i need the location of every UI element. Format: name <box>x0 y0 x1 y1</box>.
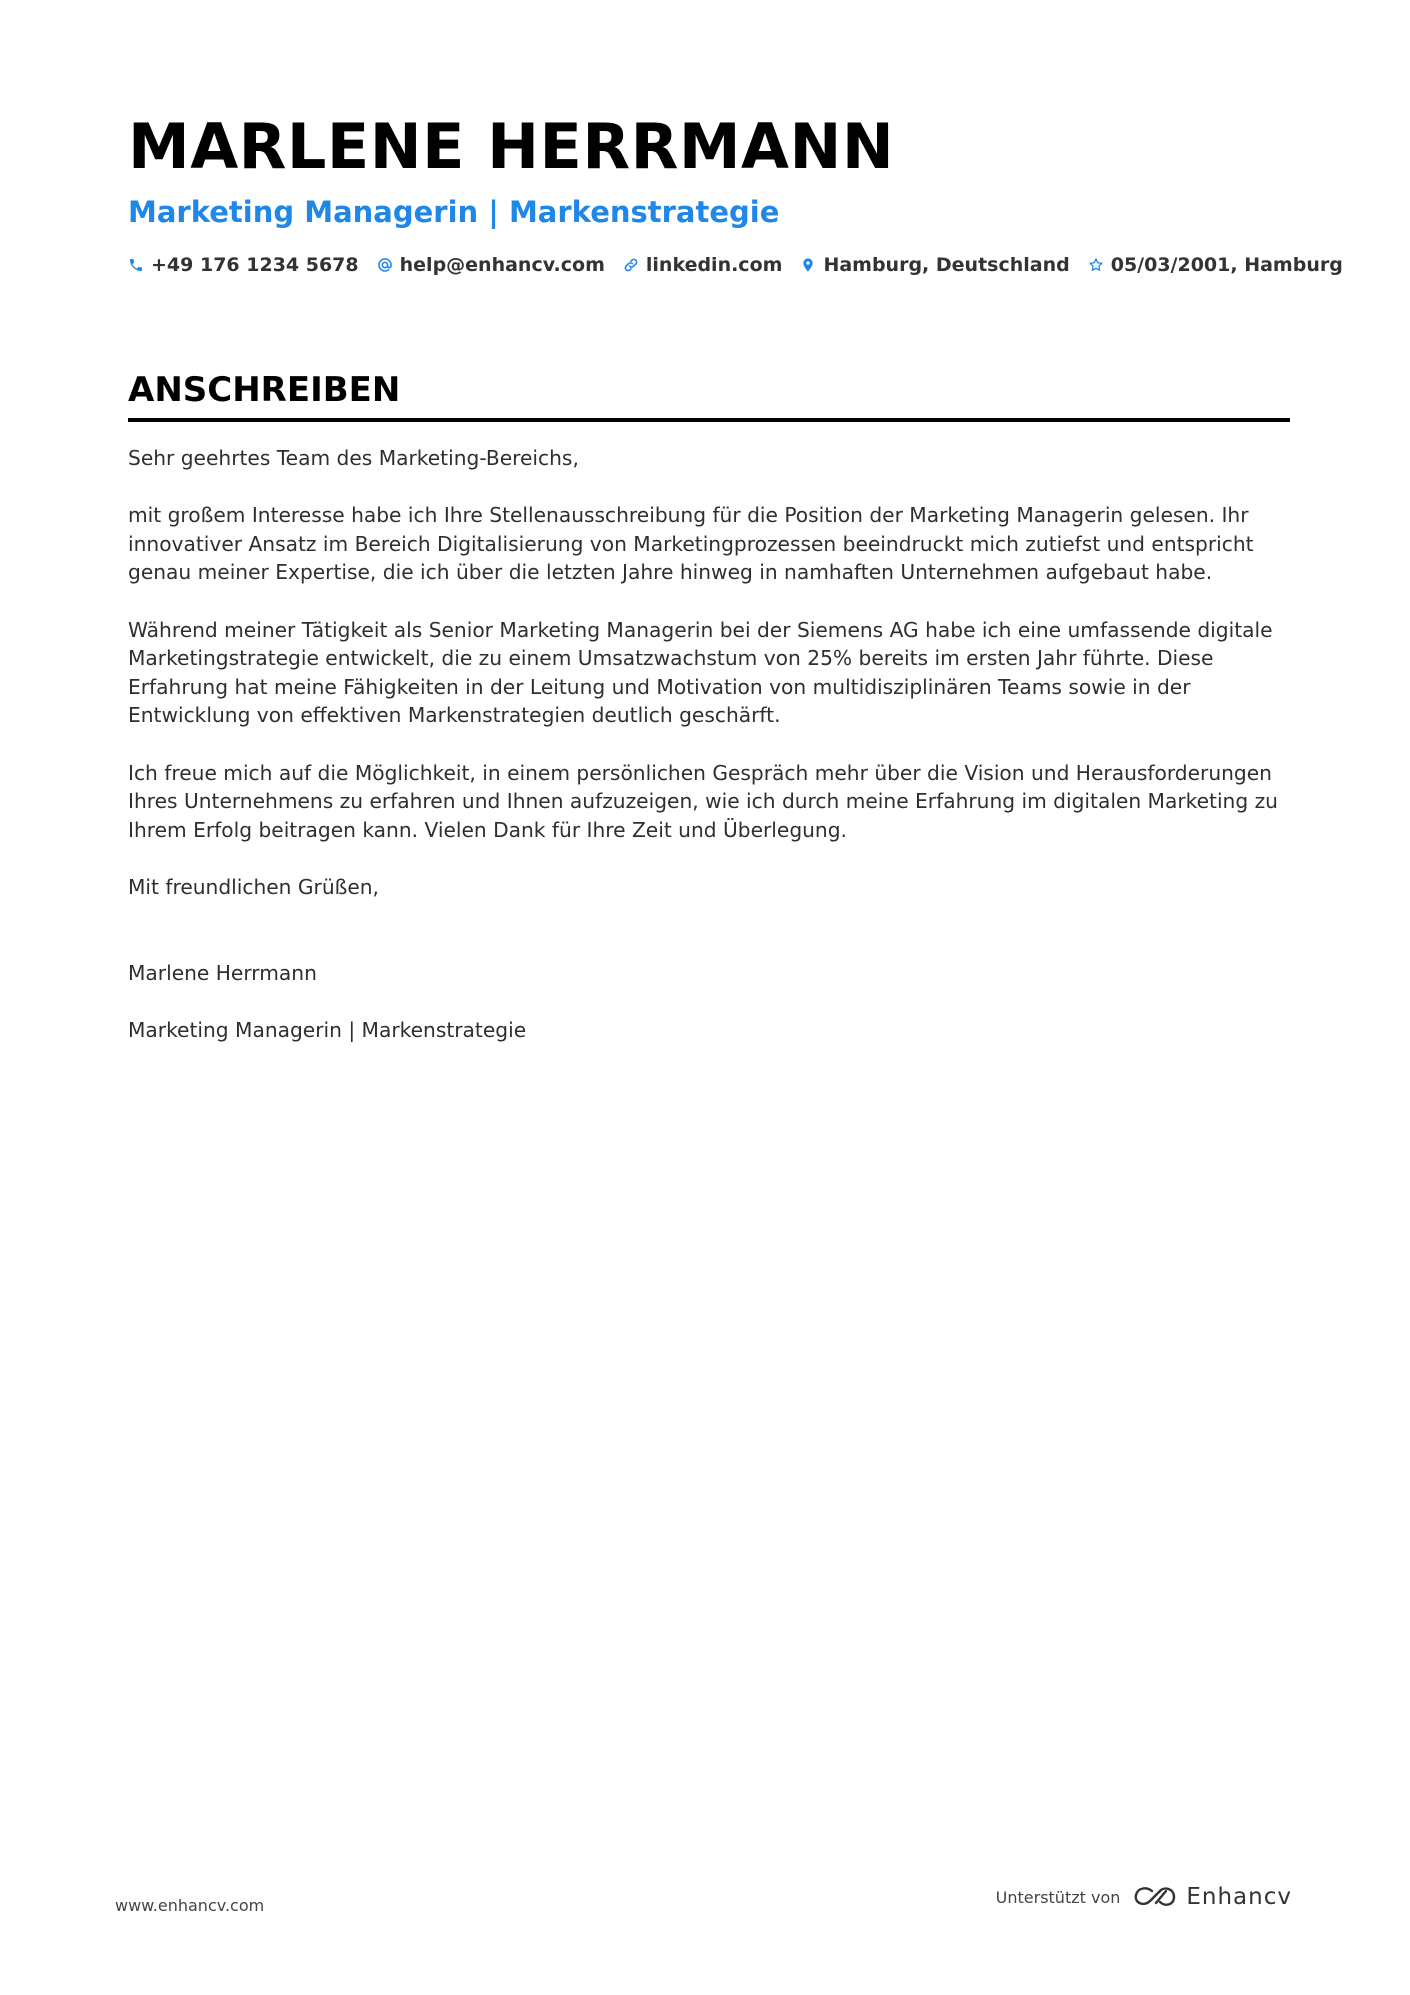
contact-phone <box>128 254 359 276</box>
salutation: Sehr geehrtes Team des Marketing-Bereichs, <box>128 446 579 470</box>
star-icon <box>1088 257 1104 273</box>
contact-email[interactable] <box>377 254 605 276</box>
letter-body <box>128 444 1290 1044</box>
section-title: ANSCHREIBEN <box>128 370 401 410</box>
footer-branding <box>996 1884 1292 1910</box>
footer-website[interactable]: www.enhancv.com <box>115 1896 265 1915</box>
location-text: Hamburg, Deutschland <box>823 254 1070 276</box>
email-text: help@enhancv.com <box>399 254 605 276</box>
at-icon <box>377 257 393 273</box>
link-icon <box>623 257 639 273</box>
contact-location <box>800 254 1069 276</box>
signature-name: Marlene Herrmann <box>128 960 317 985</box>
header <box>128 108 1343 276</box>
contact-birth <box>1088 254 1343 276</box>
paragraph-3: Ich freue mich auf die Möglichkeit, in einem persönlichen Gespräch mehr über die Vision und Herausforderungen Ihres Unternehmens zu erfahren und Ihnen aufzuzeigen, wie ich durch meine Erfahrung im digitalen Marketing zu Ihrem Erfolg beitragen kann. Vielen Dank für Ihre Zeit und Überlegung. <box>128 760 1278 842</box>
section-divider <box>128 418 1290 422</box>
paragraph-1: mit großem Interesse habe ich Ihre Stellenausschreibung für die Position der Marketing Managerin gelesen. Ihr innovativer Ansatz im Bereich Digitalisierung von Marketingprozessen beeindruckt mich zutiefst und entspricht genau meiner Expertise, die ich über die letzten Jahre hinweg in namhaften Unternehmen aufgebaut habe. <box>128 503 1254 585</box>
phone-text: +49 176 1234 5678 <box>151 254 359 276</box>
linkedin-text: linkedin.com <box>645 254 783 276</box>
contact-bar <box>128 254 1343 276</box>
enhancv-logo-icon <box>1132 1884 1178 1910</box>
signature-title: Marketing Managerin | Markenstrategie <box>128 1017 527 1042</box>
enhancv-logo[interactable] <box>1132 1884 1292 1910</box>
cover-letter-section <box>128 368 1290 1073</box>
candidate-subtitle: Marketing Managerin | Markenstrategie <box>128 195 780 229</box>
enhancv-wordmark: Enhancv <box>1186 1884 1292 1910</box>
contact-linkedin[interactable] <box>623 254 783 276</box>
paragraph-2: Während meiner Tätigkeit als Senior Marketing Managerin bei der Siemens AG habe ich eine umfassende digitale Marketingstrategie entwickelt, die zu einem Umsatzwachstum von 25% bereits im ersten Jahr führte. Diese Erfahrung hat meine Fähigkeiten in der Leitung und Motivation von multidisziplinären Teams sowie in der Entwicklung von effektiven Markenstrategien deutlich geschärft. <box>128 617 1273 728</box>
birth-text: 05/03/2001, Hamburg <box>1110 254 1343 276</box>
location-pin-icon <box>800 257 816 273</box>
candidate-name: MARLENE HERRMANN <box>128 110 895 183</box>
phone-icon <box>128 257 144 273</box>
powered-by-text: Unterstützt von <box>995 1887 1121 1907</box>
closing: Mit freundlichen Grüßen, <box>128 874 379 899</box>
